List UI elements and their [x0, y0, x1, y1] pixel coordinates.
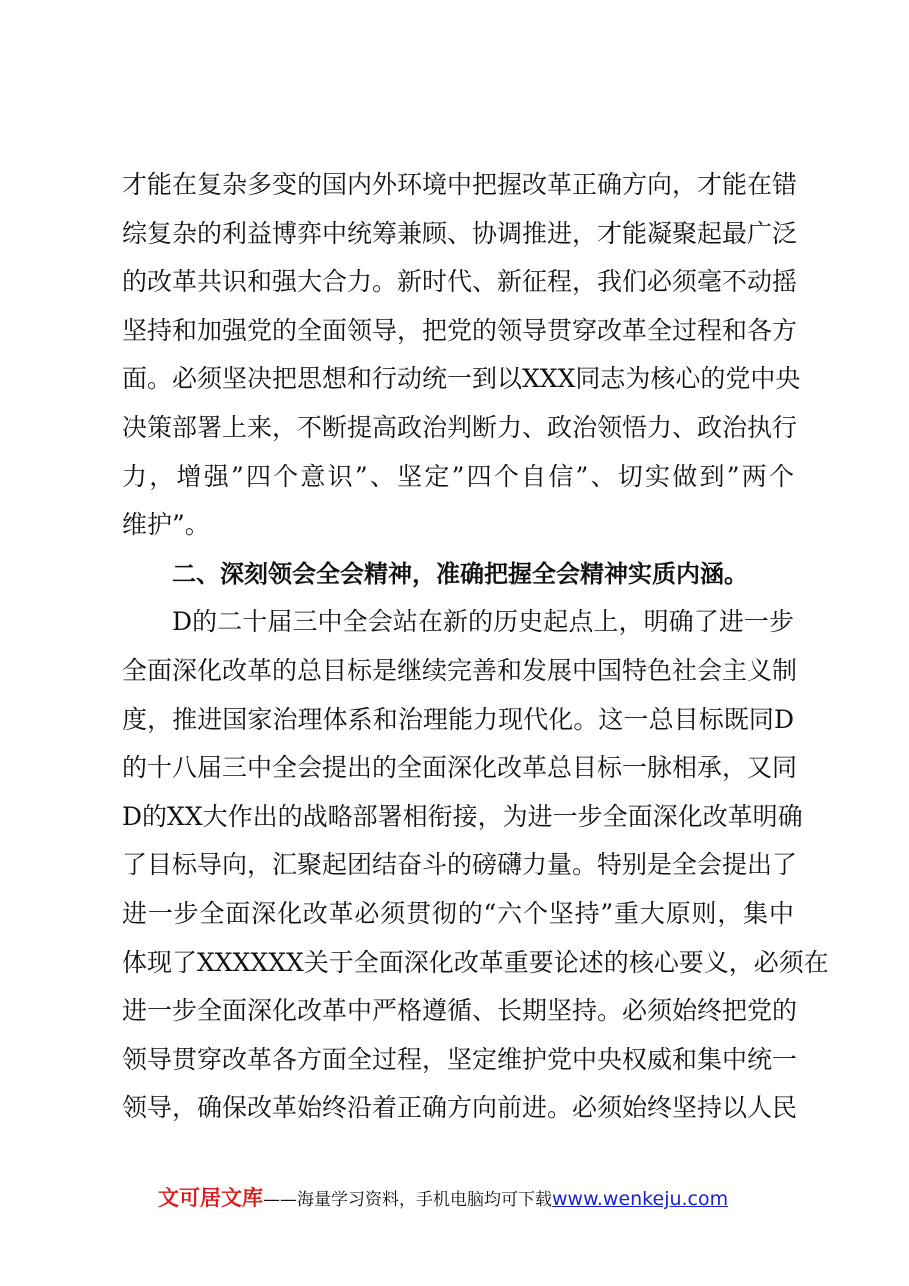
- paragraph-line: 的改革共识和强大合力。新时代、新征程，我们必须毫不动摇: [122, 267, 798, 296]
- paragraph-line: 了目标导向，汇聚起团结奋斗的磅礴力量。特别是全会提出了: [122, 850, 798, 879]
- paragraph-line: 才能在复杂多变的国内外环境中把握改革正确方向，才能在错: [122, 170, 798, 199]
- section-heading: 二、深刻领会全会精神，准确把握全会精神实质内涵。: [172, 560, 748, 588]
- footer-brand: 文可居文库: [158, 1186, 263, 1210]
- paragraph-line: 体现了XXXXXX关于全面深化改革重要论述的核心要义，必须在: [122, 948, 829, 977]
- paragraph-line: 维护”。: [122, 510, 210, 539]
- paragraph-line: D的XX大作出的战略部署相衔接，为进一步全面深化改革明确: [122, 802, 803, 831]
- paragraph-line: 力，增强”四个意识”、坚定”四个自信”、切实做到”两个: [122, 462, 794, 491]
- footer-banner: [158, 1182, 778, 1212]
- paragraph-line: 进一步全面深化改革中严格遵循、长期坚持。必须始终把党的: [122, 996, 798, 1025]
- paragraph-line: 面。必须坚决把思想和行动统一到以XXX同志为核心的党中央: [122, 364, 801, 393]
- paragraph-line: 领导贯穿改革各方面全过程，坚定维护党中央权威和集中统一: [122, 1045, 798, 1074]
- paragraph-line: 决策部署上来，不断提高政治判断力、政治领悟力、政治执行: [122, 413, 798, 442]
- footer-link[interactable]: www.wenkeju.com: [552, 1188, 729, 1210]
- paragraph-line: D的二十届三中全会站在新的历史起点上，明确了进一步: [172, 607, 794, 636]
- paragraph-line: 坚持和加强党的全面领导，把党的领导贯穿改革全过程和各方: [122, 316, 798, 345]
- paragraph-line: 的十八届三中全会提出的全面深化改革总目标一脉相承，又同: [122, 753, 798, 782]
- footer-tagline: ——海量学习资料，手机电脑均可下载: [263, 1190, 552, 1210]
- paragraph-line: 进一步全面深化改革必须贯彻的“六个坚持”重大原则，集中: [122, 899, 794, 928]
- paragraph-line: 度，推进国家治理体系和治理能力现代化。这一总目标既同D: [122, 705, 794, 734]
- paragraph-line: 领导，确保改革始终沿着正确方向前进。必须始终坚持以人民: [122, 1093, 798, 1122]
- paragraph-line: 全面深化改革的总目标是继续完善和发展中国特色社会主义制: [122, 656, 798, 685]
- paragraph-line: 综复杂的利益博弈中统筹兼顾、协调推进，才能凝聚起最广泛: [122, 219, 798, 248]
